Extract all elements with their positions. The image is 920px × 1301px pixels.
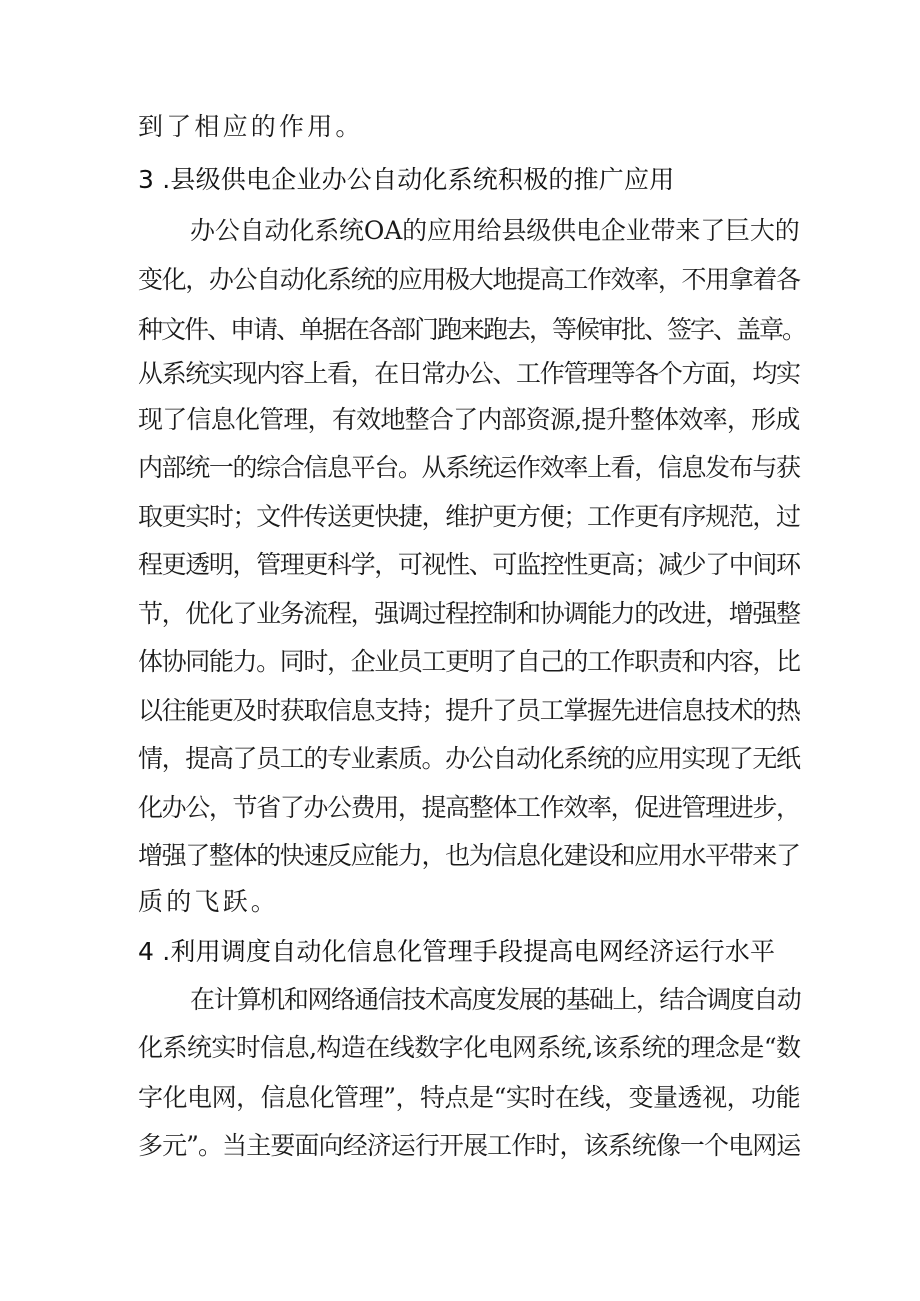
paragraph-line: 从系统实现内容上看，在日常办公、工作管理等各个方面，均实: [138, 359, 800, 388]
section-heading-3: 3 .县级供电企业办公自动化系统积极的推广应用: [138, 165, 675, 194]
paragraph-line: 字化电网，信息化管理”，特点是“实时在线，变量透视，功能: [138, 1083, 801, 1112]
paragraph-line: 变化，办公自动化系统的应用极大地提高工作效率，不用拿着各: [138, 265, 800, 294]
paragraph-line: 情，提高了员工的专业素质。办公自动化系统的应用实现了无纸: [138, 744, 800, 773]
paragraph-line: 内部统一的综合信息平台。从系统运作效率上看，信息发布与获: [138, 453, 800, 482]
paragraph-line: 以往能更及时获取信息支持；提升了员工掌握先进信息技术的热: [138, 696, 800, 725]
paragraph-line: 到了相应的作用。: [138, 112, 364, 141]
paragraph-line: 在计算机和网络通信技术高度发展的基础上，结合调度自动: [190, 985, 801, 1014]
paragraph-line: 多元”。当主要面向经济运行开展工作时，该系统像一个电网运: [138, 1131, 801, 1160]
paragraph-line: 质的飞跃。: [138, 887, 280, 916]
paragraph-line: 节，优化了业务流程，强调过程控制和协调能力的改进，增强整: [138, 599, 800, 628]
paragraph-line: 体协同能力。同时，企业员工更明了自己的工作职责和内容，比: [138, 647, 800, 676]
paragraph-line: 程更透明，管理更科学，可视性、可监控性更高；减少了中间环: [138, 550, 800, 579]
paragraph-line: 种文件、申请、单据在各部门跑来跑去，等候审批、签字、盖章。: [138, 315, 806, 344]
paragraph-line: 化办公，节省了办公费用，提高整体工作效率，促进管理进步，: [138, 793, 800, 822]
paragraph-line: 现了信息化管理，有效地整合了内部资源,提升整体效率，形成: [138, 405, 800, 434]
paragraph-line: 取更实时；文件传送更快捷，维护更方便；工作更有序规范，过: [138, 502, 800, 531]
paragraph-line: 办公自动化系统OA的应用给县级供电企业带来了巨大的: [190, 216, 800, 245]
paragraph-line: 增强了整体的快速反应能力，也为信息化建设和应用水平带来了: [138, 841, 800, 870]
section-heading-4: 4 .利用调度自动化信息化管理手段提高电网经济运行水平: [138, 937, 776, 966]
paragraph-line: 化系统实时信息,构造在线数字化电网系统,该系统的理念是“数: [138, 1033, 801, 1062]
